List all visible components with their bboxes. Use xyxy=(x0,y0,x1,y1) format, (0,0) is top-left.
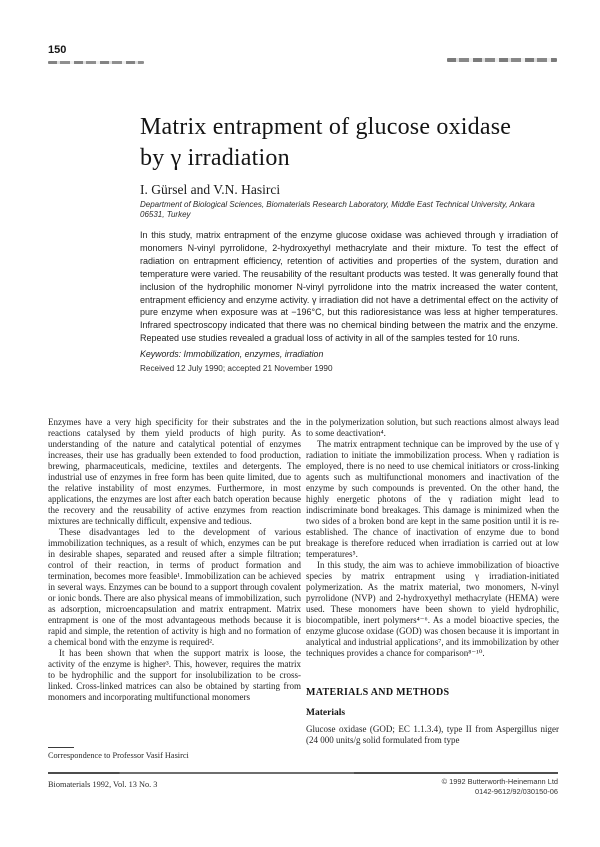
article-title-line2: by γ irradiation xyxy=(140,145,290,171)
copyright-line: © 1992 Butterworth-Heinemann Ltd xyxy=(441,777,558,786)
body-paragraph: It has been shown that when the support matrix is loose, the activity of the enzyme is higher³. This, however, requires the matrix to be hydrophilic and the support for insolubilization to be cross-linked. Cross-linked matrices can also be obtained by starting from monomers and incorporating multifunctional monomers xyxy=(48,648,301,702)
body-paragraph: in the polymerization solution, but such reactions almost always lead to some deactivation⁴. xyxy=(306,417,559,438)
body-paragraph: In this study, the aim was to achieve immobilization of bioactive species by matrix entrapment using γ irradiation-initiated polymerization. As the matrix material, two monomers, N-vinyl pyrrolidone (NVP) and 2-hydroxyethyl methacrylate (HEMA) were used. These monomers have been shown to yield hydrophilic, biocompatible, inert polymers⁴⁻⁶. As a model bioactive species, the enzyme glucose oxidase (GOD) was chosen because it is important in analytical and industrial applications⁷, and its immobilization by other techniques provides a chance for comparison⁸⁻¹⁰. xyxy=(306,560,559,658)
footer-rule xyxy=(48,772,558,774)
author-line: I. Gürsel and V.N. Hasirci xyxy=(140,182,281,197)
body-paragraph: Glucose oxidase (GOD; EC 1.1.3.4), type II from Aspergillus niger (24 000 units/g solid formulated from type xyxy=(306,724,559,745)
correspondence-footnote xyxy=(48,747,301,760)
subsection-heading-materials: Materials xyxy=(306,708,346,718)
footnote-rule xyxy=(48,747,74,748)
running-head-right-illegible xyxy=(447,58,557,62)
affiliation: Department of Biological Sciences, Biomaterials Research Laboratory, Middle East Technical University, Ankara 06531, Turkey xyxy=(140,200,535,219)
copyright-block xyxy=(338,777,558,796)
abstract: In this study, matrix entrapment of the enzyme glucose oxidase was achieved through γ irradiation of monomers N-vinyl pyrrolidone, 2-hydroxyethyl methacrylate and their mixture. To test the effect of radiation on entrapment efficiency, retention of activities and properties of the system, duration and temperature were varied. The reusability of the resultant products was tested. It was generally found that inclusion of the hydrophilic monomer N-vinyl pyrrolidone into the matrix increased the water content, entrapment efficiency and enzyme activity. γ irradiation did not have a detrimental effect on the activity of pure enzyme when exposure was at −196°C, but this radioresistance was less at higher temperatures. Infrared spectroscopy indicated that there was no chemical binding between the matrix and the enzyme. Repeated use studies revealed a gradual loss of activity in all of the samples tested for 10 runs. xyxy=(140,230,558,344)
journal-citation: Biomaterials 1992, Vol. 13 No. 3 xyxy=(48,780,158,789)
body-paragraph: Enzymes have a very high specificity for their substrates and the reactions catalysed by them yield products of high purity. As understanding of the nature and catalytical potential of enzymes increases, their use has gradually been extended to food production, brewing, pharmaceuticals, medicine, textiles and detergents. The industrial use of enzymes in free form has been quite limited, due to the relative instability of most enzymes. Furthermore, in most applications, the enzymes are lost after each batch operation because the recovery and the reusability of active enzymes from reaction mixtures are technically difficult, expensive and tedious. xyxy=(48,417,301,526)
section-heading-materials-and-methods: MATERIALS AND METHODS xyxy=(306,687,450,698)
keywords-line: Keywords: Immobilization, enzymes, irradiation xyxy=(140,349,324,359)
article-title xyxy=(140,112,560,174)
body-paragraph: These disadvantages led to the development of various immobilization techniques, as a result of which, enzymes can be put in desirable shapes, separated and reused after a simple filtration; control of their reaction, in terms of product formation and termination, becomes more feasible¹. Immobilization can be achieved in several ways. Enzymes can be bound to a support through covalent or ionic bonds. There are also physical means of immobilization, such as adsorption, microencapsulation and matrix entrapment. Matrix entrapment is one of the most advantageous methods because it is rapid and simple, the retention of activity is high and no formation of a chemical bond with the enzyme is required². xyxy=(48,527,301,647)
received-accepted-line: Received 12 July 1990; accepted 21 November 1990 xyxy=(140,364,333,373)
body-paragraph: The matrix entrapment technique can be improved by the use of γ radiation to initiate the immobilization process. When γ radiation is employed, there is no need to use chemical initiators or cross-linking agents such as multifunctional monomers and inactivation of the enzyme by such compounds is prevented. On the other hand, the highly energetic photons of the γ radiation might lead to indiscriminate bond breakages. This damage is minimized when the two sides of a broken bond are kept in the same position until it is re-established. The chance of inactivation of enzyme due to bond breakage is therefore reduced when irradiation is carried out at low temperatures⁵. xyxy=(306,439,559,559)
body-column-left xyxy=(48,417,301,703)
article-title-line1: Matrix entrapment of glucose oxidase xyxy=(140,114,512,140)
correspondence-text: Correspondence to Professor Vasif Hasirci xyxy=(48,751,189,760)
body-column-right xyxy=(306,417,559,746)
issn-code-line: 0142-9612/92/030150-06 xyxy=(474,786,558,796)
page-number: 150 xyxy=(48,44,67,56)
running-head-left-illegible xyxy=(48,61,144,64)
